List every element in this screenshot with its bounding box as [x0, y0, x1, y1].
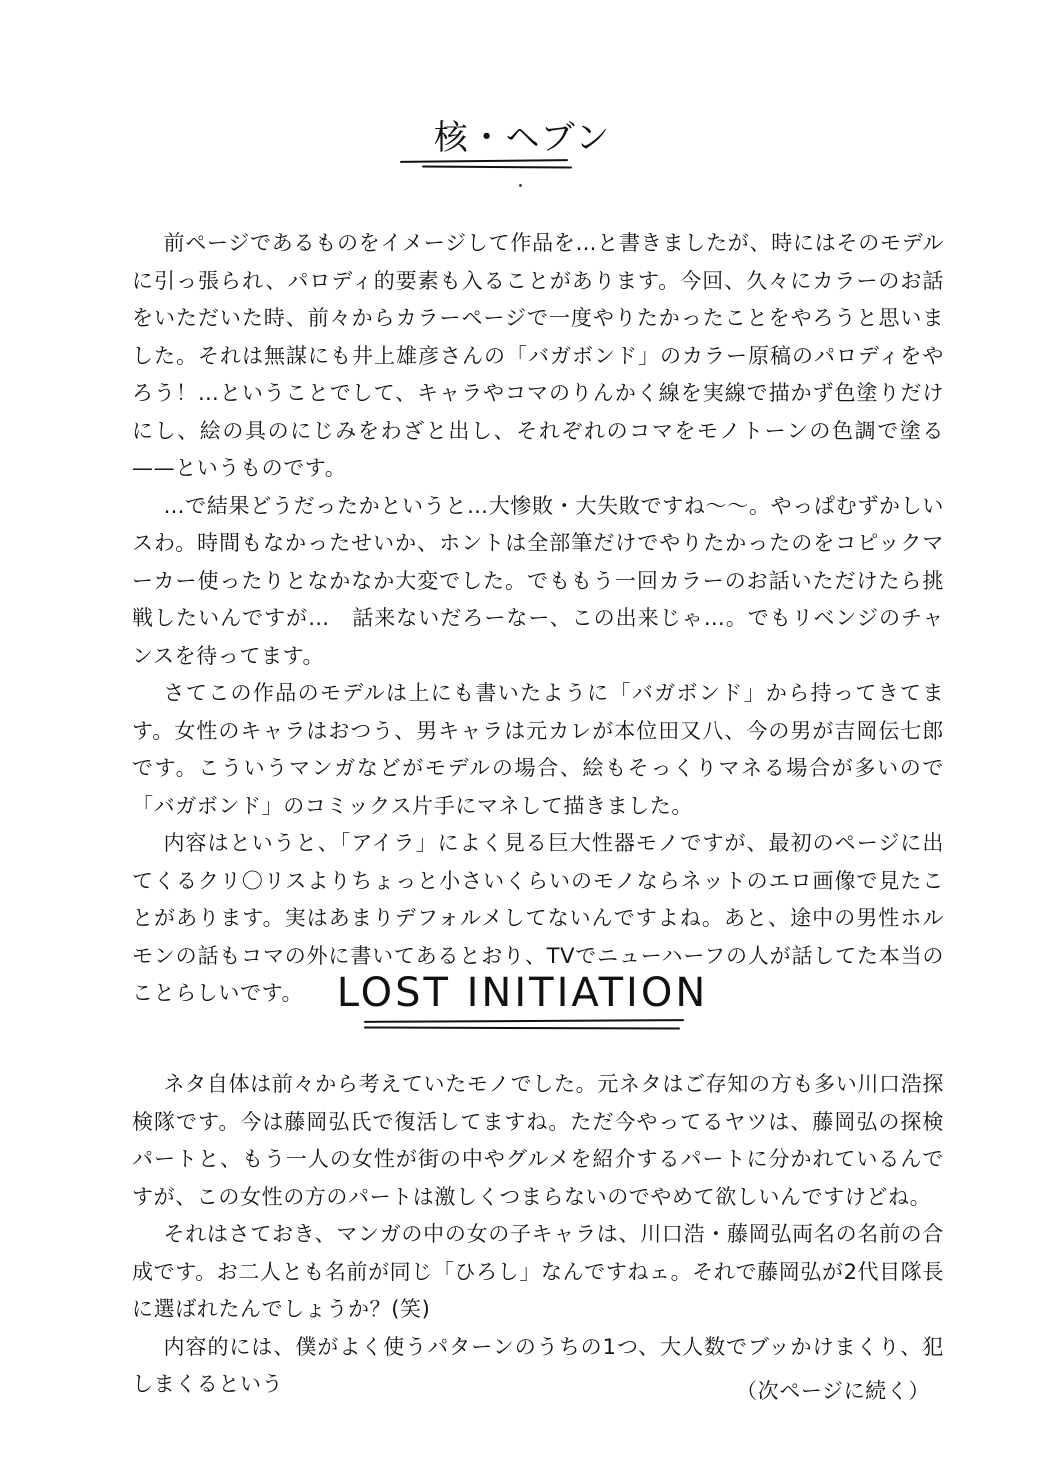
section-2-title-underline-second [364, 1026, 680, 1029]
section-2-paragraph-2: それはさておき、マンガの中の女の子キャラは、川口浩・藤岡弘両名の名前の合成です。お二人とも名前が同じ「ひろし」なんですねェ。それで藤岡弘が2代目隊長に選ばれたんでしょうか？(笑) [132, 1222, 944, 1321]
ink-dot [519, 184, 522, 187]
continued-next-page-note: （次ページに続く） [736, 1379, 930, 1403]
section-2-title-underline [364, 1019, 684, 1023]
section-1-title-underline-second [422, 165, 572, 168]
section-1-paragraph-2: …で結果どうだったかというと…大惨敗・大失敗ですね〜〜。やっぱむずかしいスわ。時間もなかったせいか、ホントは全部筆だけでやりたかったのをコピックマーカー使ったりとなかなか大変でした。でももう一回カラーのお話いただけたら挑戦したいんですが… 話来ないだろーなー、この出来じゃ…。でもリベンジのチャンスを待ってます。 [132, 493, 944, 668]
section-2-paragraph-3: 内容的には、僕がよく使うパターンのうちの1つ、大人数でブッかけまくり、犯しまくるという [132, 1334, 944, 1396]
section-1-paragraph-3: さてこの作品のモデルは上にも書いたように「バガボンド」から持ってきてます。女性のキャラはおつう、男キャラは元カレが本位田又八、今の男が吉岡伝七郎です。こういうマンガなどがモデルの場合、絵もそっくりマネる場合が多いので「バガボンド」のコミックス片手にマネして描きました。 [132, 681, 944, 818]
section-1-title-underline [400, 159, 568, 163]
section-1-paragraph-4: 内容はというと、「アイラ」によく見る巨大性器モノですが、最初のページに出てくるクリ〇リスよりちょっと小さいくらいのモノならネットのエロ画像で見たことがあります。実はあまりデフォルメしてないんですよね。あと、途中の男性ホルモンの話もコマの外に書いてあるとおり、TVでニューハーフの人が話してた本当のことらしいです。 [132, 831, 944, 1005]
section-1-body [132, 225, 944, 1013]
section-2-paragraph-1: ネタ自体は前々から考えていたモノでした。元ネタはご存知の方も多い川口浩探検隊です。今は藤岡弘氏で復活してますね。ただ今やってるヤツは、藤岡弘の探検パートと、もう一人の女性が街の中やグルメを紹介するパートに分かれているんですが、この女性の方のパートは激しくつまらないのでやめて欲しいんですけどね。 [132, 1072, 944, 1209]
section-2-body [132, 1066, 944, 1404]
section-2-title: LOST INITIATION [336, 970, 709, 1016]
section-1-title: 核・ヘブン [433, 118, 612, 158]
section-1-paragraph-1: 前ページであるものをイメージして作品を…と書きましたが、時にはそのモデルに引っ張られ、パロディ的要素も入ることがあります。今回、久々にカラーのお話をいただいた時、前々からカラーページで一度やりたかったことをやろうと思いました。それは無謀にも井上雄彦さんの「バガボンド」のカラー原稿のパロディをやろう！…ということでして、キャラやコマのりんかく線を実線で描かず色塗りだけにし、絵の具のにじみをわざと出し、それぞれのコマをモノトーンの色調で塗る——というものです。 [132, 231, 944, 480]
